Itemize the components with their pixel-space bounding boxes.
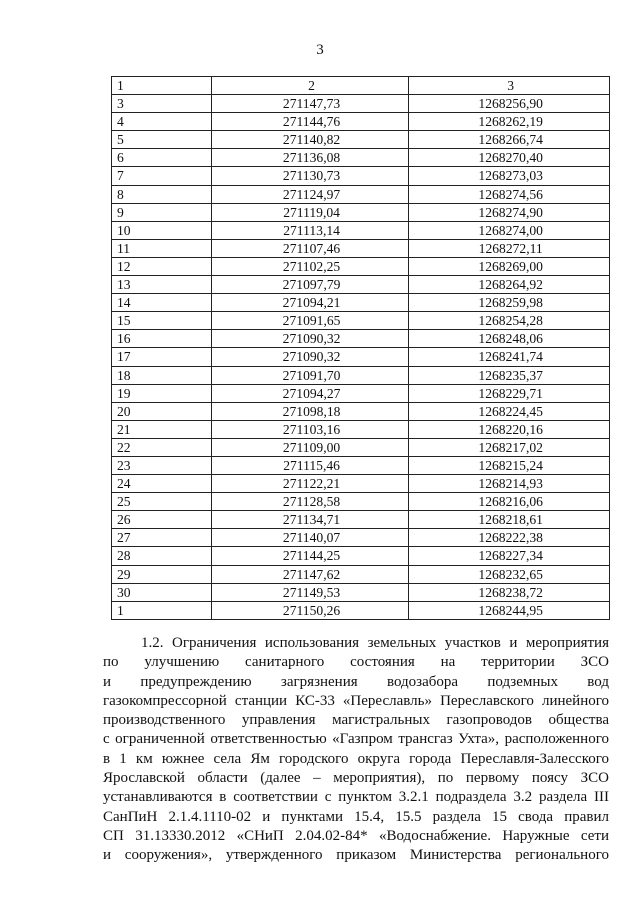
table-row — [112, 529, 610, 547]
table-row — [112, 294, 610, 312]
cell-point-number: 19 — [112, 384, 212, 402]
cell-y-coordinate: 1268273,03 — [409, 167, 610, 185]
header-cell-number: 1 — [112, 77, 212, 95]
cell-x-coordinate: 271091,65 — [211, 312, 409, 330]
table-row — [112, 95, 610, 113]
cell-x-coordinate: 271119,04 — [211, 203, 409, 221]
cell-y-coordinate: 1268244,95 — [409, 601, 610, 619]
table-row — [112, 583, 610, 601]
table-row — [112, 203, 610, 221]
cell-point-number: 15 — [112, 312, 212, 330]
cell-y-coordinate: 1268216,06 — [409, 493, 610, 511]
cell-y-coordinate: 1268215,24 — [409, 456, 610, 474]
cell-point-number: 5 — [112, 131, 212, 149]
cell-x-coordinate: 271124,97 — [211, 185, 409, 203]
cell-x-coordinate: 271098,18 — [211, 402, 409, 420]
cell-x-coordinate: 271144,76 — [211, 113, 409, 131]
cell-point-number: 6 — [112, 149, 212, 167]
cell-y-coordinate: 1268269,00 — [409, 257, 610, 275]
header-cell-y: 3 — [409, 77, 610, 95]
cell-x-coordinate: 271122,21 — [211, 475, 409, 493]
cell-point-number: 9 — [112, 203, 212, 221]
cell-point-number: 17 — [112, 348, 212, 366]
paragraph-line: производственного управления магистральных газопроводов общества — [103, 712, 609, 729]
table-row — [112, 420, 610, 438]
cell-x-coordinate: 271102,25 — [211, 257, 409, 275]
paragraph-line: СП 31.13330.2012 «СНиП 2.04.02-84* «Водоснабжение. Наружные сети — [103, 827, 609, 844]
cell-y-coordinate: 1268220,16 — [409, 420, 610, 438]
paragraph-line: с ограниченной ответственностью «Газпром трансгаз Ухта», расположенного — [103, 731, 609, 748]
cell-x-coordinate: 271109,00 — [211, 438, 409, 456]
table-row — [112, 402, 610, 420]
table-row — [112, 239, 610, 257]
cell-x-coordinate: 271136,08 — [211, 149, 409, 167]
cell-y-coordinate: 1268262,19 — [409, 113, 610, 131]
table-row — [112, 475, 610, 493]
cell-y-coordinate: 1268274,90 — [409, 203, 610, 221]
cell-x-coordinate: 271130,73 — [211, 167, 409, 185]
cell-x-coordinate: 271147,73 — [211, 95, 409, 113]
table-row — [112, 131, 610, 149]
table-row — [112, 330, 610, 348]
table-row — [112, 601, 610, 619]
cell-y-coordinate: 1268264,92 — [409, 276, 610, 294]
table-header-row — [112, 77, 610, 95]
cell-y-coordinate: 1268218,61 — [409, 511, 610, 529]
cell-x-coordinate: 271140,07 — [211, 529, 409, 547]
cell-y-coordinate: 1268235,37 — [409, 366, 610, 384]
cell-point-number: 10 — [112, 221, 212, 239]
table-row — [112, 149, 610, 167]
cell-point-number: 14 — [112, 294, 212, 312]
coordinates-table-body — [112, 77, 610, 620]
cell-x-coordinate: 271149,53 — [211, 583, 409, 601]
paragraph-line: в 1 км южнее села Ям городского округа города Переславля-Залесского — [103, 750, 609, 767]
cell-point-number: 25 — [112, 493, 212, 511]
cell-point-number: 26 — [112, 511, 212, 529]
cell-y-coordinate: 1268256,90 — [409, 95, 610, 113]
cell-point-number: 24 — [112, 475, 212, 493]
cell-point-number: 3 — [112, 95, 212, 113]
paragraph-line: СанПиН 2.1.4.1110-02 и пунктами 15.4, 15.5 раздела 15 свода правил — [103, 808, 609, 825]
table-row — [112, 257, 610, 275]
header-cell-x: 2 — [211, 77, 409, 95]
table-row — [112, 276, 610, 294]
coordinates-table — [111, 76, 610, 620]
paragraph-line: устанавливаются в соответствии с пунктом 3.2.1 подраздела 3.2 раздела III — [103, 789, 609, 806]
cell-x-coordinate: 271091,70 — [211, 366, 409, 384]
table-row — [112, 511, 610, 529]
cell-point-number: 21 — [112, 420, 212, 438]
page-number: 3 — [316, 42, 324, 58]
cell-x-coordinate: 271150,26 — [211, 601, 409, 619]
paragraph-line: 1.2. Ограничения использования земельных участков и мероприятия — [141, 635, 609, 651]
cell-x-coordinate: 271113,14 — [211, 221, 409, 239]
cell-x-coordinate: 271107,46 — [211, 239, 409, 257]
cell-y-coordinate: 1268238,72 — [409, 583, 610, 601]
cell-y-coordinate: 1268266,74 — [409, 131, 610, 149]
restrictions-paragraph — [103, 634, 609, 866]
table-row — [112, 185, 610, 203]
cell-x-coordinate: 271094,21 — [211, 294, 409, 312]
cell-point-number: 28 — [112, 547, 212, 565]
cell-x-coordinate: 271140,82 — [211, 131, 409, 149]
table-row — [112, 348, 610, 366]
cell-point-number: 29 — [112, 565, 212, 583]
cell-point-number: 20 — [112, 402, 212, 420]
cell-y-coordinate: 1268232,65 — [409, 565, 610, 583]
table-row — [112, 221, 610, 239]
cell-y-coordinate: 1268229,71 — [409, 384, 610, 402]
cell-y-coordinate: 1268270,40 — [409, 149, 610, 167]
cell-point-number: 23 — [112, 456, 212, 474]
cell-point-number: 4 — [112, 113, 212, 131]
table-row — [112, 384, 610, 402]
cell-x-coordinate: 271094,27 — [211, 384, 409, 402]
cell-point-number: 11 — [112, 239, 212, 257]
cell-x-coordinate: 271144,25 — [211, 547, 409, 565]
paragraph-line: и сооружения», утвержденного приказом Министерства регионального — [103, 847, 609, 864]
cell-x-coordinate: 271097,79 — [211, 276, 409, 294]
cell-point-number: 7 — [112, 167, 212, 185]
table-row — [112, 565, 610, 583]
table-row — [112, 167, 610, 185]
cell-y-coordinate: 1268274,00 — [409, 221, 610, 239]
table-row — [112, 493, 610, 511]
table-row — [112, 113, 610, 131]
paragraph-line: газокомпрессорной станции КС-33 «Переславль» Переславского линейного — [103, 692, 609, 709]
cell-point-number: 13 — [112, 276, 212, 294]
cell-point-number: 18 — [112, 366, 212, 384]
cell-point-number: 22 — [112, 438, 212, 456]
paragraph-line: по улучшению санитарного состояния на территории ЗСО — [103, 654, 609, 671]
cell-point-number: 12 — [112, 257, 212, 275]
cell-x-coordinate: 271115,46 — [211, 456, 409, 474]
cell-x-coordinate: 271103,16 — [211, 420, 409, 438]
cell-point-number: 8 — [112, 185, 212, 203]
table-row — [112, 456, 610, 474]
cell-y-coordinate: 1268259,98 — [409, 294, 610, 312]
cell-y-coordinate: 1268214,93 — [409, 475, 610, 493]
cell-y-coordinate: 1268272,11 — [409, 239, 610, 257]
table-row — [112, 312, 610, 330]
cell-y-coordinate: 1268217,02 — [409, 438, 610, 456]
cell-x-coordinate: 271128,58 — [211, 493, 409, 511]
cell-point-number: 1 — [112, 601, 212, 619]
paragraph-line: Ярославской области (далее – мероприятия), по первому поясу ЗСО — [103, 770, 609, 787]
cell-y-coordinate: 1268274,56 — [409, 185, 610, 203]
cell-y-coordinate: 1268241,74 — [409, 348, 610, 366]
cell-y-coordinate: 1268254,28 — [409, 312, 610, 330]
cell-x-coordinate: 271090,32 — [211, 348, 409, 366]
cell-point-number: 30 — [112, 583, 212, 601]
cell-x-coordinate: 271147,62 — [211, 565, 409, 583]
cell-x-coordinate: 271134,71 — [211, 511, 409, 529]
table-row — [112, 547, 610, 565]
table-row — [112, 366, 610, 384]
paragraph-line: и предупреждению загрязнения водозабора подземных вод — [103, 673, 609, 690]
cell-y-coordinate: 1268224,45 — [409, 402, 610, 420]
cell-y-coordinate: 1268222,38 — [409, 529, 610, 547]
cell-y-coordinate: 1268227,34 — [409, 547, 610, 565]
table-row — [112, 438, 610, 456]
cell-point-number: 16 — [112, 330, 212, 348]
cell-y-coordinate: 1268248,06 — [409, 330, 610, 348]
cell-point-number: 27 — [112, 529, 212, 547]
cell-x-coordinate: 271090,32 — [211, 330, 409, 348]
